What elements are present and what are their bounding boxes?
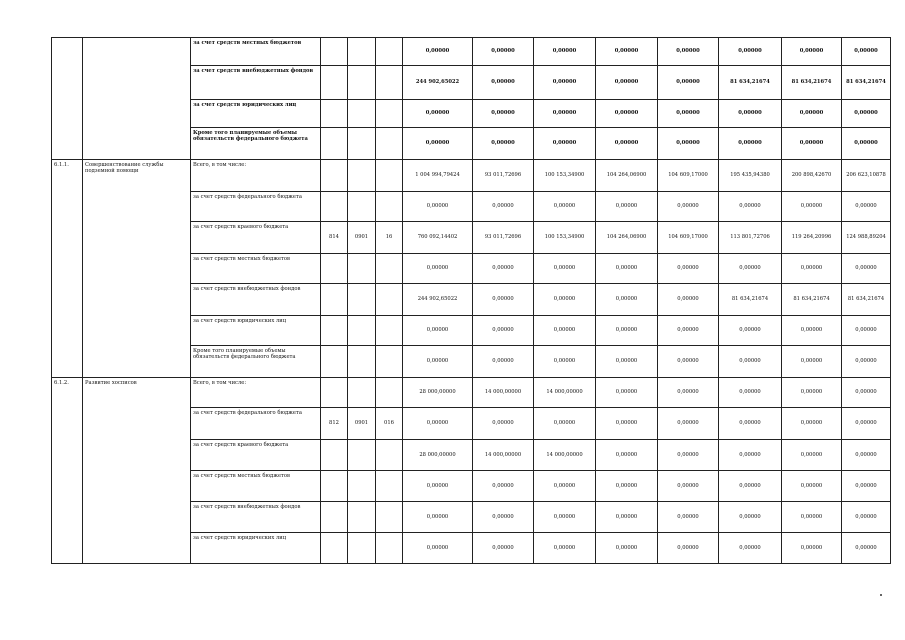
code-rzpr xyxy=(348,502,376,533)
amount-cell: 0,00000 xyxy=(658,284,719,316)
amount-cell: 0,00000 xyxy=(782,316,842,346)
amount-cell: 0,00000 xyxy=(782,378,842,408)
amount-cell: 0,00000 xyxy=(658,471,719,502)
amount-cell: 0,00000 xyxy=(719,128,782,160)
code-cs xyxy=(376,378,403,408)
amount-cell: 0,00000 xyxy=(719,38,782,66)
row-index: 6.1.2. xyxy=(52,378,83,564)
amount-cell: 0,00000 xyxy=(596,378,658,408)
code-rzpr xyxy=(348,38,376,66)
amount-cell: 81 634,21674 xyxy=(782,284,842,316)
code-cs xyxy=(376,346,403,378)
amount-cell: 0,00000 xyxy=(596,316,658,346)
amount-cell: 0,00000 xyxy=(719,378,782,408)
amount-cell: 0,00000 xyxy=(719,502,782,533)
amount-cell: 0,00000 xyxy=(719,346,782,378)
amount-cell: 0,00000 xyxy=(842,316,891,346)
amount-cell: 93 011,72696 xyxy=(473,160,534,192)
amount-cell: 0,00000 xyxy=(658,346,719,378)
code-grbs xyxy=(321,100,348,128)
funding-source: за счет средств федерального бюджета xyxy=(191,408,321,440)
funding-source: за счет средств краевого бюджета xyxy=(191,222,321,254)
amount-cell: 0,00000 xyxy=(719,316,782,346)
code-cs xyxy=(376,128,403,160)
amount-cell: 0,00000 xyxy=(842,440,891,471)
budget-table xyxy=(51,37,891,564)
funding-source: за счет средств внебюджетных фондов xyxy=(191,502,321,533)
amount-cell: 0,00000 xyxy=(534,346,596,378)
amount-cell: 0,00000 xyxy=(473,502,534,533)
table-row xyxy=(52,38,891,66)
code-grbs xyxy=(321,38,348,66)
code-cs xyxy=(376,160,403,192)
amount-cell: 104 609,17000 xyxy=(658,222,719,254)
code-cs xyxy=(376,316,403,346)
amount-cell: 104 264,06900 xyxy=(596,222,658,254)
amount-cell: 0,00000 xyxy=(719,408,782,440)
code-grbs xyxy=(321,284,348,316)
amount-cell: 0,00000 xyxy=(658,192,719,222)
amount-cell: 0,00000 xyxy=(403,471,473,502)
amount-cell: 0,00000 xyxy=(534,471,596,502)
amount-cell: 0,00000 xyxy=(658,316,719,346)
amount-cell: 0,00000 xyxy=(403,254,473,284)
amount-cell: 0,00000 xyxy=(782,533,842,564)
amount-cell: 0,00000 xyxy=(534,254,596,284)
amount-cell: 0,00000 xyxy=(782,502,842,533)
amount-cell: 81 634,21674 xyxy=(842,66,891,100)
code-rzpr xyxy=(348,160,376,192)
code-cs xyxy=(376,192,403,222)
amount-cell: 93 011,72696 xyxy=(473,222,534,254)
amount-cell: 0,00000 xyxy=(782,408,842,440)
amount-cell: 0,00000 xyxy=(782,440,842,471)
amount-cell: 0,00000 xyxy=(534,100,596,128)
event-name: Развитие хосписов xyxy=(83,378,191,564)
code-cs xyxy=(376,254,403,284)
amount-cell: 0,00000 xyxy=(403,128,473,160)
row-index: 6.1.1. xyxy=(52,160,83,378)
amount-cell: 0,00000 xyxy=(534,192,596,222)
amount-cell: 0,00000 xyxy=(473,346,534,378)
page-mark xyxy=(880,594,882,596)
amount-cell: 0,00000 xyxy=(403,38,473,66)
amount-cell: 0,00000 xyxy=(596,100,658,128)
amount-cell: 0,00000 xyxy=(534,38,596,66)
code-cs xyxy=(376,66,403,100)
amount-cell: 0,00000 xyxy=(473,192,534,222)
code-cs xyxy=(376,100,403,128)
amount-cell: 0,00000 xyxy=(473,254,534,284)
amount-cell: 0,00000 xyxy=(596,66,658,100)
amount-cell: 0,00000 xyxy=(403,533,473,564)
amount-cell: 0,00000 xyxy=(719,254,782,284)
amount-cell: 0,00000 xyxy=(658,128,719,160)
funding-source: за счет средств местных бюджетов xyxy=(191,471,321,502)
amount-cell: 0,00000 xyxy=(596,346,658,378)
code-rzpr xyxy=(348,440,376,471)
amount-cell: 0,00000 xyxy=(473,66,534,100)
code-grbs xyxy=(321,346,348,378)
code-cs xyxy=(376,284,403,316)
amount-cell: 195 435,94380 xyxy=(719,160,782,192)
code-grbs xyxy=(321,254,348,284)
amount-cell: 0,00000 xyxy=(473,128,534,160)
amount-cell: 0,00000 xyxy=(596,254,658,284)
code-rzpr xyxy=(348,533,376,564)
funding-source: за счет средств юридических лиц xyxy=(191,533,321,564)
amount-cell: 81 634,21674 xyxy=(782,66,842,100)
amount-cell: 760 092,14402 xyxy=(403,222,473,254)
amount-cell: 0,00000 xyxy=(534,128,596,160)
amount-cell: 0,00000 xyxy=(842,378,891,408)
budget-table-page xyxy=(51,37,890,564)
code-rzpr xyxy=(348,192,376,222)
amount-cell: 0,00000 xyxy=(719,533,782,564)
row-index xyxy=(52,38,83,160)
funding-source: за счет средств местных бюджетов xyxy=(191,254,321,284)
code-rzpr xyxy=(348,316,376,346)
amount-cell: 0,00000 xyxy=(658,378,719,408)
amount-cell: 0,00000 xyxy=(658,38,719,66)
code-grbs xyxy=(321,533,348,564)
amount-cell: 0,00000 xyxy=(534,502,596,533)
amount-cell: 0,00000 xyxy=(403,502,473,533)
funding-source: за счет средств местных бюджетов xyxy=(191,38,321,66)
amount-cell: 113 801,72706 xyxy=(719,222,782,254)
amount-cell: 81 634,21674 xyxy=(842,284,891,316)
amount-cell: 0,00000 xyxy=(842,128,891,160)
amount-cell: 14 000,00000 xyxy=(473,378,534,408)
event-name: Совершенствование службы подземной помощи xyxy=(83,160,191,378)
amount-cell: 0,00000 xyxy=(596,408,658,440)
code-rzpr: 0901 xyxy=(348,222,376,254)
amount-cell: 124 988,89204 xyxy=(842,222,891,254)
amount-cell: 100 153,34900 xyxy=(534,160,596,192)
amount-cell: 0,00000 xyxy=(658,254,719,284)
funding-source: Всего, в том числе: xyxy=(191,378,321,408)
code-grbs xyxy=(321,378,348,408)
event-name xyxy=(83,38,191,160)
amount-cell: 0,00000 xyxy=(534,408,596,440)
amount-cell: 200 898,42670 xyxy=(782,160,842,192)
code-cs xyxy=(376,471,403,502)
funding-source: Кроме того планируемые объемы обязательств федерального бюджета xyxy=(191,128,321,160)
amount-cell: 100 153,34900 xyxy=(534,222,596,254)
amount-cell: 0,00000 xyxy=(842,346,891,378)
amount-cell: 14 000,00000 xyxy=(534,378,596,408)
code-rzpr xyxy=(348,284,376,316)
amount-cell: 244 902,65022 xyxy=(403,284,473,316)
amount-cell: 0,00000 xyxy=(842,408,891,440)
amount-cell: 0,00000 xyxy=(842,192,891,222)
amount-cell: 0,00000 xyxy=(658,440,719,471)
amount-cell: 0,00000 xyxy=(596,284,658,316)
amount-cell: 0,00000 xyxy=(473,408,534,440)
funding-source: за счет средств внебюджетных фондов xyxy=(191,66,321,100)
code-rzpr xyxy=(348,471,376,502)
amount-cell: 0,00000 xyxy=(658,66,719,100)
code-cs xyxy=(376,502,403,533)
amount-cell: 0,00000 xyxy=(403,100,473,128)
code-rzpr xyxy=(348,346,376,378)
amount-cell: 104 609,17000 xyxy=(658,160,719,192)
funding-source: за счет средств краевого бюджета xyxy=(191,440,321,471)
amount-cell: 14 000,00000 xyxy=(473,440,534,471)
amount-cell: 28 000,00000 xyxy=(403,440,473,471)
funding-source: Всего, в том числе: xyxy=(191,160,321,192)
amount-cell: 0,00000 xyxy=(473,471,534,502)
code-cs xyxy=(376,533,403,564)
funding-source: за счет средств внебюджетных фондов xyxy=(191,284,321,316)
code-rzpr xyxy=(348,254,376,284)
amount-cell: 0,00000 xyxy=(534,66,596,100)
amount-cell: 104 264,06900 xyxy=(596,160,658,192)
amount-cell: 0,00000 xyxy=(719,100,782,128)
code-rzpr xyxy=(348,66,376,100)
code-grbs: 812 xyxy=(321,408,348,440)
code-rzpr: 0901 xyxy=(348,408,376,440)
code-grbs xyxy=(321,192,348,222)
code-grbs xyxy=(321,66,348,100)
code-rzpr xyxy=(348,378,376,408)
code-grbs xyxy=(321,440,348,471)
amount-cell: 206 623,10878 xyxy=(842,160,891,192)
amount-cell: 0,00000 xyxy=(658,533,719,564)
amount-cell: 0,00000 xyxy=(473,100,534,128)
amount-cell: 0,00000 xyxy=(842,533,891,564)
amount-cell: 0,00000 xyxy=(782,254,842,284)
amount-cell: 0,00000 xyxy=(658,502,719,533)
amount-cell: 0,00000 xyxy=(782,128,842,160)
amount-cell: 28 000,00000 xyxy=(403,378,473,408)
amount-cell: 0,00000 xyxy=(782,192,842,222)
amount-cell: 0,00000 xyxy=(782,100,842,128)
table-row xyxy=(52,378,891,408)
table-body xyxy=(52,38,891,564)
amount-cell: 0,00000 xyxy=(473,38,534,66)
amount-cell: 0,00000 xyxy=(473,533,534,564)
amount-cell: 14 000,00000 xyxy=(534,440,596,471)
amount-cell: 81 634,21674 xyxy=(719,284,782,316)
amount-cell: 0,00000 xyxy=(403,408,473,440)
funding-source: за счет средств юридических лиц xyxy=(191,316,321,346)
amount-cell: 0,00000 xyxy=(842,100,891,128)
amount-cell: 0,00000 xyxy=(842,471,891,502)
amount-cell: 0,00000 xyxy=(596,440,658,471)
amount-cell: 0,00000 xyxy=(403,192,473,222)
amount-cell: 0,00000 xyxy=(596,533,658,564)
amount-cell: 244 902,65022 xyxy=(403,66,473,100)
amount-cell: 0,00000 xyxy=(534,316,596,346)
amount-cell: 0,00000 xyxy=(719,440,782,471)
amount-cell: 0,00000 xyxy=(473,284,534,316)
amount-cell: 119 264,20996 xyxy=(782,222,842,254)
amount-cell: 0,00000 xyxy=(842,254,891,284)
code-grbs xyxy=(321,316,348,346)
code-grbs xyxy=(321,160,348,192)
amount-cell: 0,00000 xyxy=(658,408,719,440)
funding-source: Кроме того планируемые объемы обязательств федерального бюджета xyxy=(191,346,321,378)
amount-cell: 0,00000 xyxy=(534,533,596,564)
amount-cell: 0,00000 xyxy=(782,38,842,66)
code-rzpr xyxy=(348,128,376,160)
amount-cell: 0,00000 xyxy=(842,38,891,66)
amount-cell: 1 004 994,79424 xyxy=(403,160,473,192)
amount-cell: 0,00000 xyxy=(658,100,719,128)
amount-cell: 0,00000 xyxy=(596,471,658,502)
amount-cell: 0,00000 xyxy=(596,128,658,160)
amount-cell: 0,00000 xyxy=(719,192,782,222)
amount-cell: 0,00000 xyxy=(719,471,782,502)
amount-cell: 0,00000 xyxy=(596,192,658,222)
code-cs: 16 xyxy=(376,222,403,254)
amount-cell: 0,00000 xyxy=(596,502,658,533)
code-cs xyxy=(376,38,403,66)
code-grbs xyxy=(321,128,348,160)
amount-cell: 81 634,21674 xyxy=(719,66,782,100)
code-cs xyxy=(376,440,403,471)
code-grbs xyxy=(321,502,348,533)
amount-cell: 0,00000 xyxy=(534,284,596,316)
amount-cell: 0,00000 xyxy=(403,316,473,346)
code-grbs xyxy=(321,471,348,502)
table-row xyxy=(52,160,891,192)
amount-cell: 0,00000 xyxy=(473,316,534,346)
amount-cell: 0,00000 xyxy=(403,346,473,378)
amount-cell: 0,00000 xyxy=(782,346,842,378)
code-rzpr xyxy=(348,100,376,128)
code-grbs: 814 xyxy=(321,222,348,254)
code-cs: 016 xyxy=(376,408,403,440)
amount-cell: 0,00000 xyxy=(596,38,658,66)
funding-source: за счет средств юридических лиц xyxy=(191,100,321,128)
amount-cell: 0,00000 xyxy=(782,471,842,502)
amount-cell: 0,00000 xyxy=(842,502,891,533)
funding-source: за счет средств федерального бюджета xyxy=(191,192,321,222)
